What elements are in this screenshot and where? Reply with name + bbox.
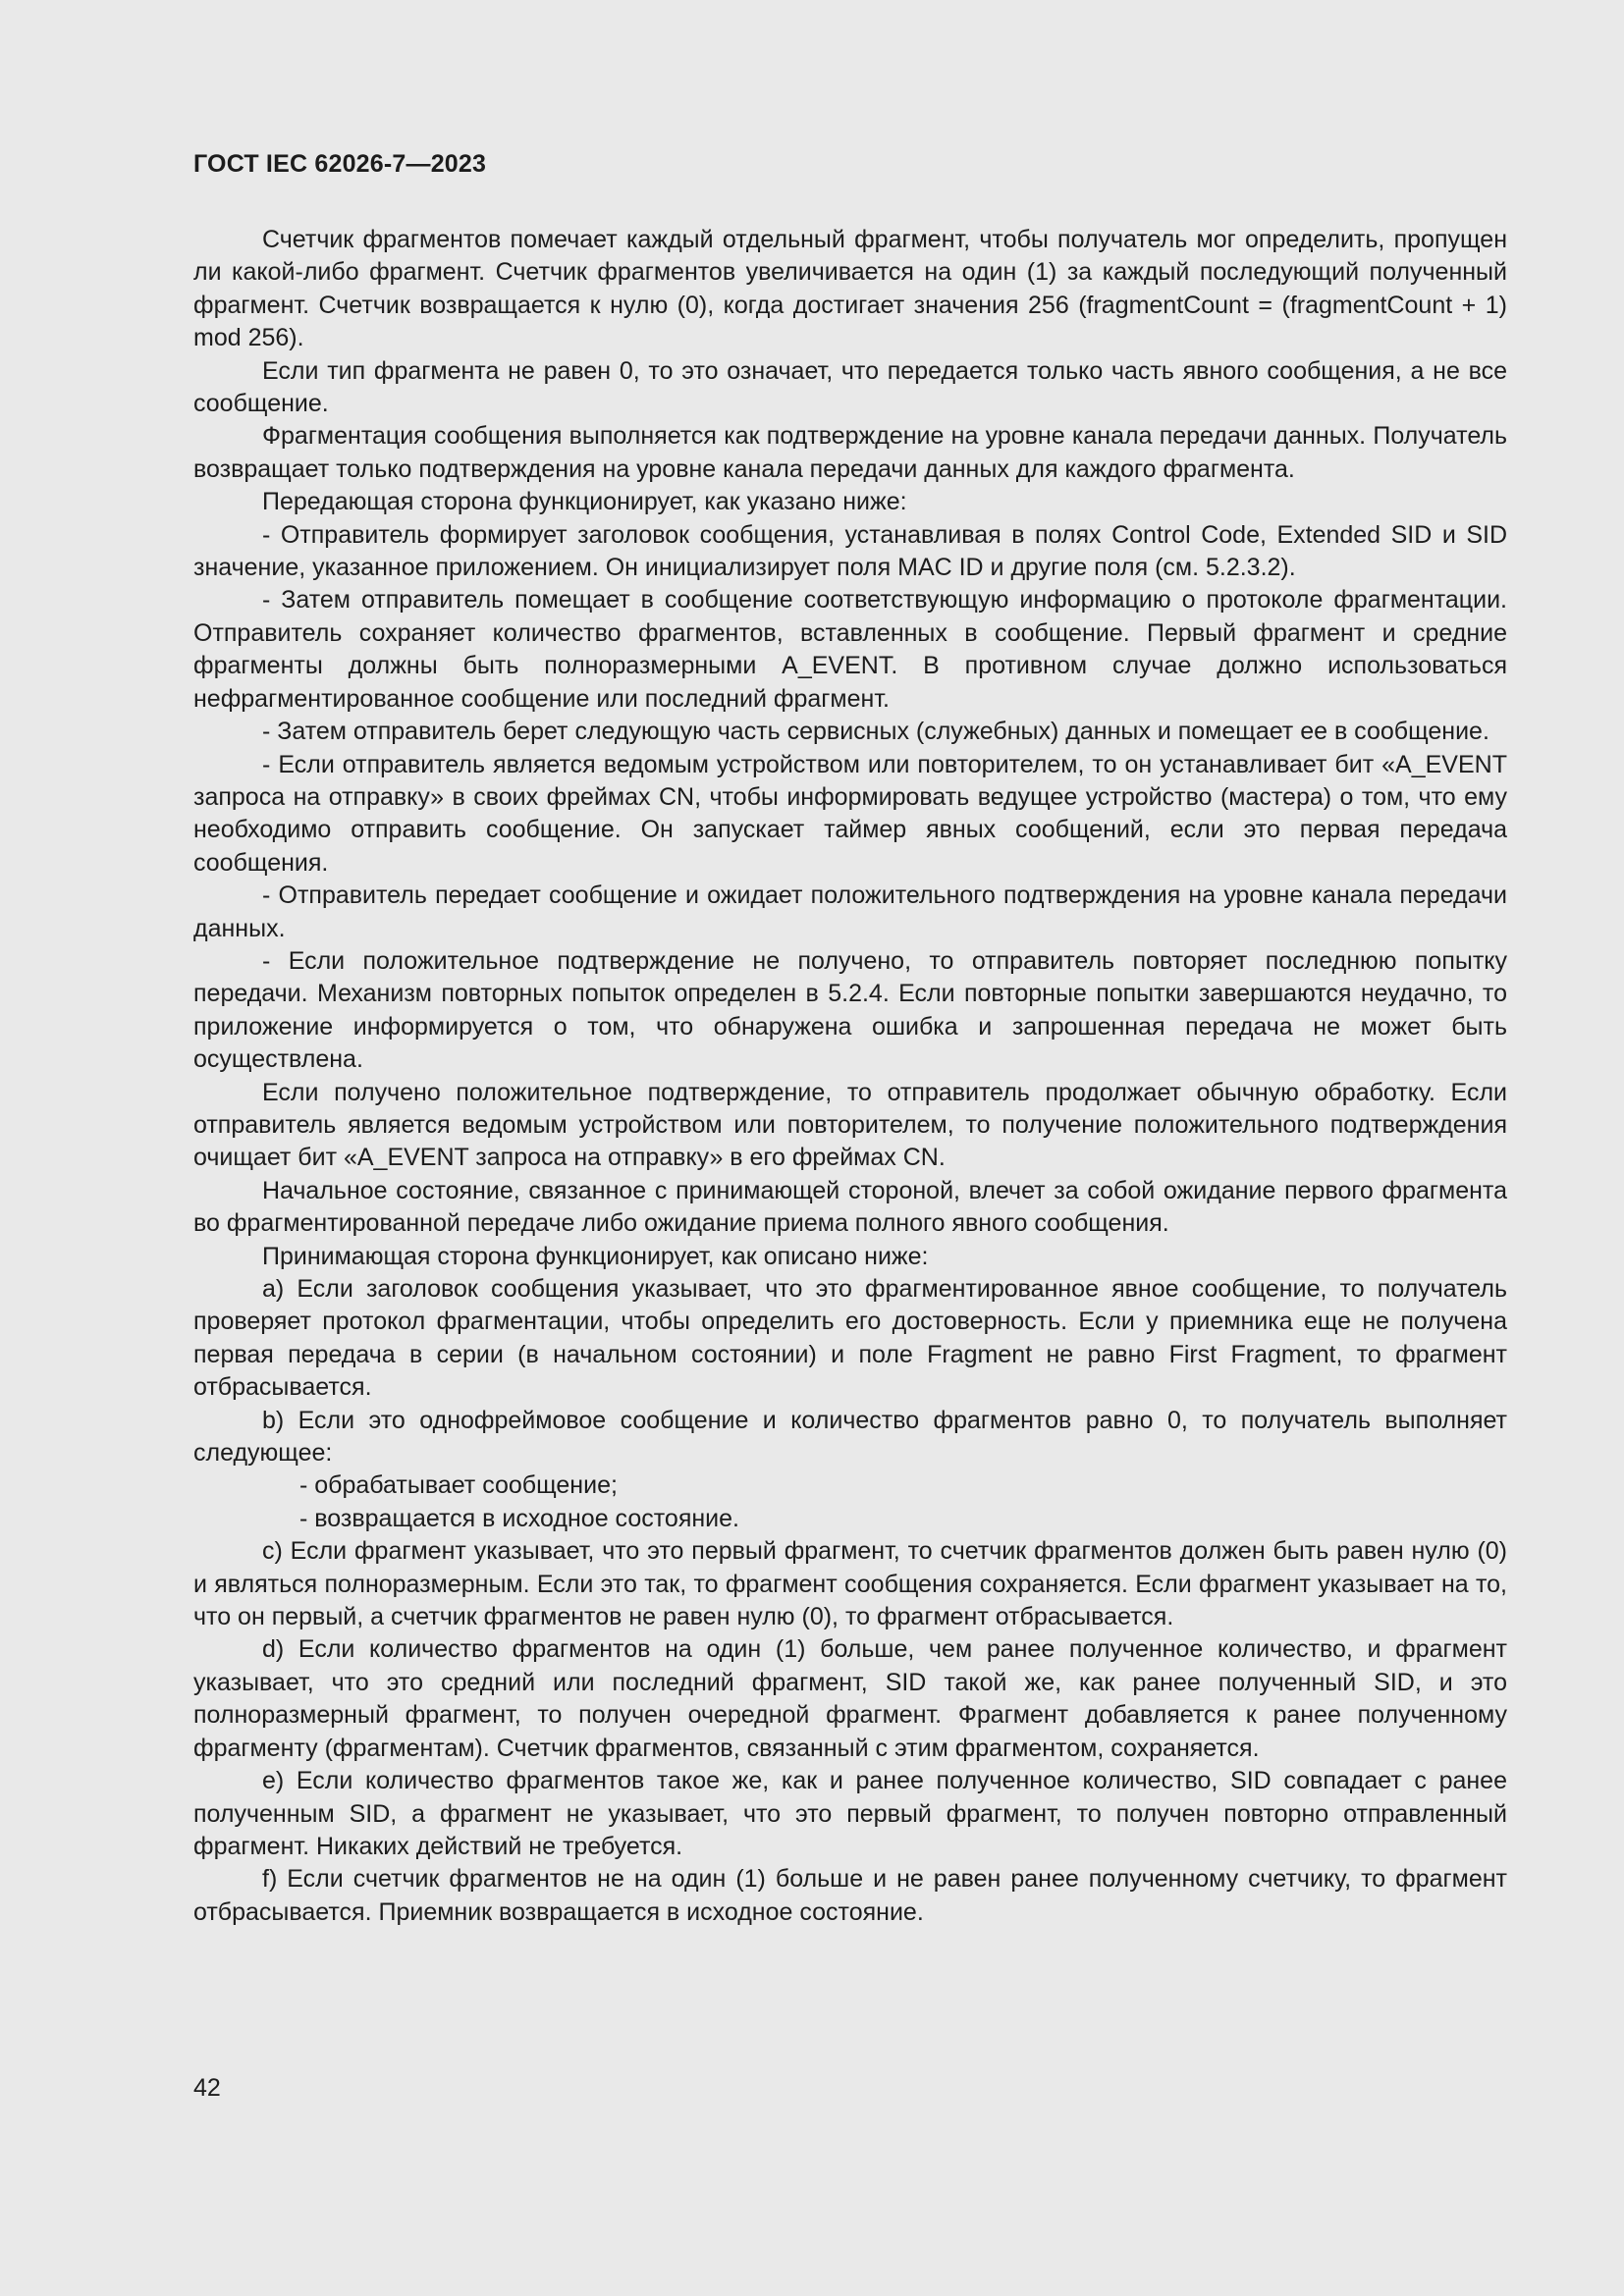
list-item: - Отправитель передает сообщение и ожидает положительного подтверждения на уровне канала передачи данных. — [193, 881, 1507, 942]
page-number: 42 — [193, 2074, 221, 2102]
document-body — [193, 224, 1507, 1929]
sub-list-item: - обрабатывает сообщение; — [299, 1471, 618, 1500]
paragraph: Счетчик фрагментов помечает каждый отдельный фрагмент, чтобы получатель мог определить, пропущен ли какой-либо фрагмент. Счетчик фрагментов увеличивается на один (1) за каждый последующий полученный фрагмент. Счетчик возвращается к нулю (0), когда достигает значения 256 (fragmentCount = (fragmentCount + 1) mod 256). — [193, 226, 1507, 352]
paragraph: Если получено положительное подтверждение, то отправитель продолжает обычную обработку. Если отправитель является ведомым устройством или повторителем, то получение положительного подтверждения очищает бит «A_EVENT запроса на отправку» в его фреймах CN. — [193, 1078, 1507, 1172]
list-item: e) Если количество фрагментов такое же, как и ранее полученное количество, SID совпадает с ранее полученным SID, а фрагмент не указывает, что это первый фрагмент, то получен повторно отправленный фрагмент. Никаких действий не требуется. — [193, 1767, 1507, 1860]
list-item: a) Если заголовок сообщения указывает, что это фрагментированное явное сообщение, то получатель проверяет протокол фрагментации, чтобы определить его достоверность. Если у приемника еще не получена первая передача в серии (в начальном состоянии) и поле Fragment не равно First Fragment, то фрагмент отбрасывается. — [193, 1275, 1507, 1402]
list-item: - Если отправитель является ведомым устройством или повторителем, то он устанавливает бит «A_EVENT запроса на отправку» в своих фреймах CN, чтобы информировать ведущее устройство (мастера) о том, что ему необходимо отправить сообщение. Он запускает таймер явных сообщений, если это первая передача сообщения. — [193, 750, 1507, 877]
paragraph: Передающая сторона функционирует, как указано ниже: — [262, 488, 907, 516]
paragraph: Принимающая сторона функционирует, как описано ниже: — [262, 1242, 929, 1270]
list-item: - Отправитель формирует заголовок сообщения, устанавливая в полях Control Code, Extended SID и SID значение, указанное приложением. Он инициализирует поля MAC ID и другие поля (см. 5.2.3.2). — [193, 520, 1507, 582]
paragraph: Если тип фрагмента не равен 0, то это означает, что передается только часть явного сообщения, а не все сообщение. — [193, 356, 1507, 418]
list-item: - Затем отправитель помещает в сообщение соответствующую информацию о протоколе фрагментации. Отправитель сохраняет количество фрагментов, вставленных в сообщение. Первый фрагмент и средние фрагменты должны быть полноразмерными A_EVENT. В противном случае должно использоваться нефрагментированное сообщение или последний фрагмент. — [193, 586, 1507, 713]
list-item: f) Если счетчик фрагментов не на один (1) больше и не равен ранее полученному счетчику, то фрагмент отбрасывается. Приемник возвращается в исходное состояние. — [193, 1865, 1507, 1926]
list-item: b) Если это однофреймовое сообщение и количество фрагментов равно 0, то получатель выполняет следующее: — [193, 1406, 1507, 1468]
list-item: - Затем отправитель берет следующую часть сервисных (служебных) данных и помещает ее в сообщение. — [262, 718, 1489, 746]
document-header: ГОСТ IEC 62026-7—2023 — [193, 150, 487, 178]
list-item: c) Если фрагмент указывает, что это первый фрагмент, то счетчик фрагментов должен быть равен нулю (0) и являться полноразмерным. Если это так, то фрагмент сообщения сохраняется. Если фрагмент указывает на то, что он первый, а счетчик фрагментов не равен нулю (0), то фрагмент отбрасывается. — [193, 1537, 1507, 1631]
list-item: - Если положительное подтверждение не получено, то отправитель повторяет последнюю попытку передачи. Механизм повторных попыток определен в 5.2.4. Если повторные попытки завершаются неудачно, то приложение информируется о том, что обнаружена ошибка и запрошенная передача не может быть осуществлена. — [193, 946, 1507, 1074]
list-item: d) Если количество фрагментов на один (1) больше, чем ранее полученное количество, и фрагмент указывает, что это средний или последний фрагмент, SID такой же, как ранее полученный SID, и это полноразмерный фрагмент, то получен очередной фрагмент. Фрагмент добавляется к ранее полученному фрагменту (фрагментам). Счетчик фрагментов, связанный с этим фрагментом, сохраняется. — [193, 1635, 1507, 1762]
paragraph: Начальное состояние, связанное с принимающей стороной, влечет за собой ожидание первого фрагмента во фрагментированной передаче либо ожидание приема полного явного сообщения. — [193, 1176, 1507, 1238]
document-page — [193, 147, 1507, 1929]
sub-list-item: - возвращается в исходное состояние. — [299, 1504, 739, 1532]
paragraph: Фрагментация сообщения выполняется как подтверждение на уровне канала передачи данных. Получатель возвращает только подтверждения на уровне канала передачи данных для каждого фрагмента. — [193, 422, 1507, 483]
